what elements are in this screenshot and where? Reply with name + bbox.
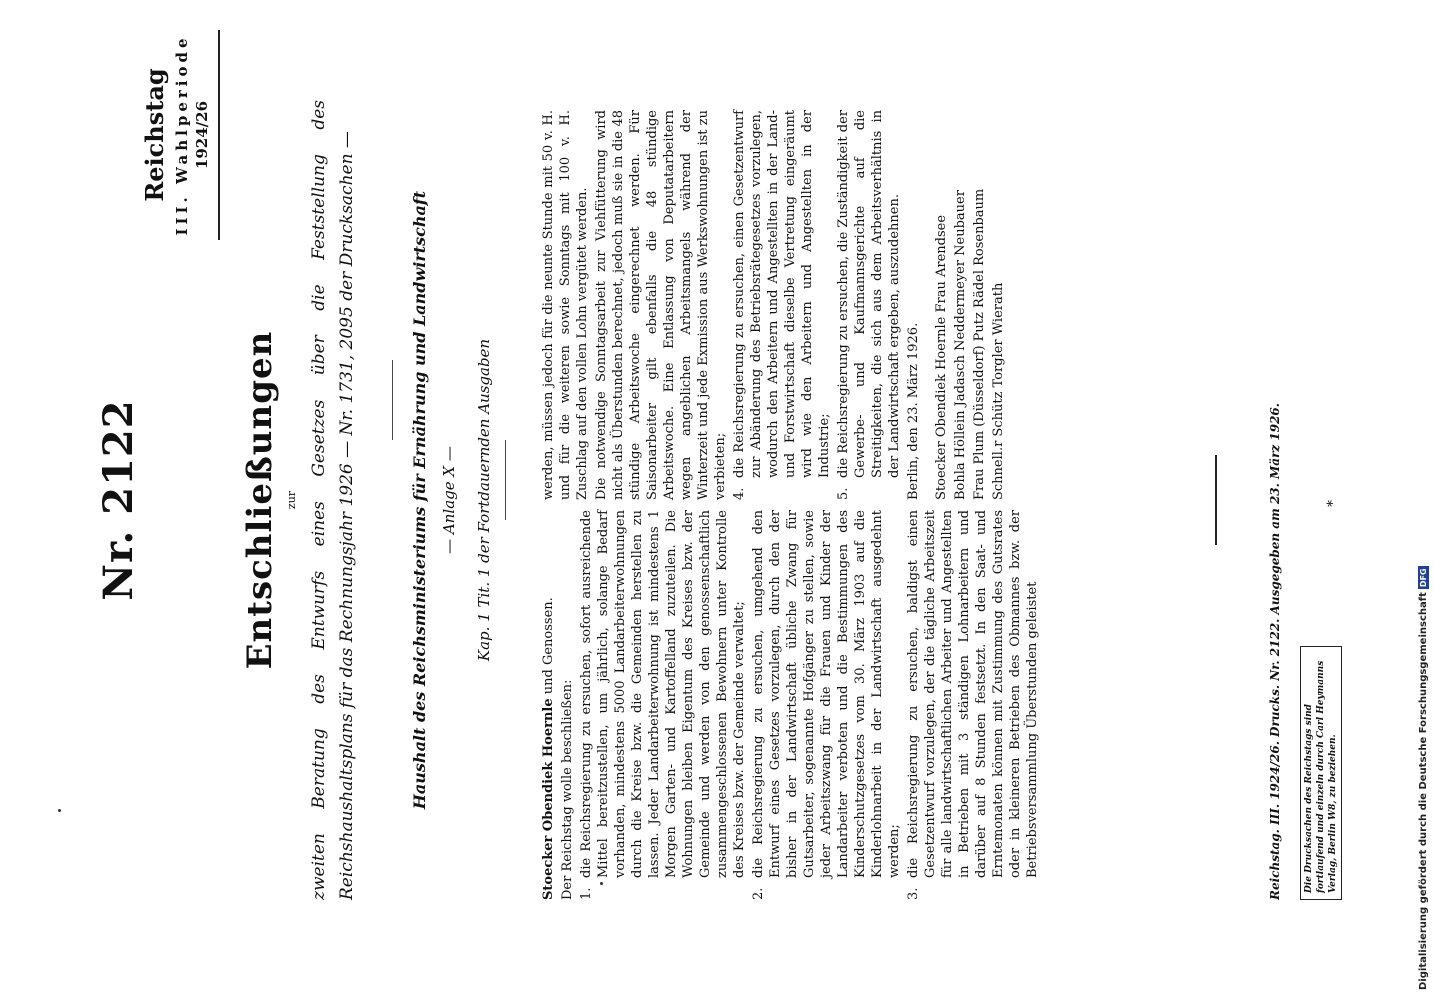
divider	[505, 440, 506, 520]
list-item	[750, 510, 903, 900]
item-text: die Reichsregierung zu ersuchen, die Zuständigkeit der Gewerbe- und Kaufmannsgerichte auf die Streitigkeiten, die sich aus dem Arbeitsverhältnis in der Landwirtschaft ergeben, auszudehnen.	[836, 110, 902, 478]
item-text: die Reichsregierung zu ersuchen, umgehend den Entwurf eines Gesetzes vorzulegen, durch den der bisher in der Landwirtschaft übliche Zwang für Gutsarbeiter, sogenannte Hofgänger zu stellen, sowie jeder Arbeitszwang für die Frauen und Kinder der Landarbeiter verboten und die Bestimmungen des Kinderschutzgesetzes vom 30. März 1903 auf die Kinderlohnarbeit in der Landwirtschaft ausgedehnt werden;	[751, 510, 902, 878]
divider	[392, 360, 393, 440]
zur-label: zur	[285, 490, 298, 510]
page-title: Entschließungen	[240, 330, 280, 670]
intro-text: zweiten Beratung des Entwurfs eines Gesetzes über die Feststellung des Reichshaushaltsplans für das Rechnungsjahr 1926 — Nr. 1731, 2095 der Drucksachen —	[309, 100, 357, 900]
paragraph: Die notwendige Sonntagsarbeit zur Viehfütterung wird nicht als Überstunden berechnet, jedoch muß sie in die 48 stündige Arbeitswoche eingerechnet werden. Für Saisonarbeiter gilt ebenfalls die 48 stündige Arbeitswoche. Eine Entlassung von Deputatarbeitern wegen angeblichen Arbeitsmangels während der Winterzeit und jede Exmission aus Werkswohnungen ist zu verbieten;	[594, 110, 728, 500]
continuation-text: werden, müssen jedoch für die neunte Stunde mit 50 v. H. und für die weiteren sowie Sonntags mit 100 v. H. Zuschlag auf den vollen Lohn vergütet werden.	[541, 110, 590, 500]
header-rule	[218, 30, 220, 240]
lead-text: Der Reichstag wolle beschließen:	[560, 679, 575, 900]
signer-line: Stoecker Obendiek Hoernle Frau Arendsee	[934, 214, 949, 500]
section-anlage: — Anlage X —	[440, 446, 458, 554]
list-item	[905, 510, 1041, 900]
left-column	[540, 510, 1043, 900]
item-number: 2.	[751, 887, 766, 900]
side-credit	[1411, 390, 1434, 990]
signer-line: Frau Plum (Düsseldorf) Putz Rädel Rosenbaum	[972, 188, 987, 500]
document-number: Nr. 2122	[95, 399, 142, 601]
signer-line: Schnell.r Schütz Torgler Wierath	[991, 282, 1006, 500]
mover-names: Stoecker Obendiek Hoernle	[541, 698, 556, 900]
signers	[932, 110, 1008, 500]
date-line: Berlin, den 23. März 1926.	[906, 322, 921, 500]
item-number: 1.	[579, 887, 594, 900]
item-number: 4.	[732, 487, 747, 500]
footer-line: Reichstag. III. 1924/26. Drucks. Nr. 2122. Ausgegeben am 23. März 1926.	[1268, 403, 1282, 900]
speck-dot	[58, 809, 61, 812]
item-text: die Reichsregierung zu ersuchen, einen Gesetzentwurf zur Abänderung des Betriebsrätegesetzes vorzulegen, wodurch den Arbeitern und Angestellten in der Land- und Forstwirtschaft dieselbe Vertretung eingeräumt wird wie den Arbeitern und Angestellten in der Industrie;	[732, 110, 832, 478]
mover-line	[540, 510, 557, 900]
section-title: Haushalt des Reichsministeriums für Ernährung und Landwirtschaft	[410, 190, 429, 810]
reichstag-header	[140, 15, 211, 255]
item-text: die Reichsregierung zu ersuchen, sofort ausreichende Mittel bereitzustellen, um jährlich, solange Bedarf vorhanden, mindestens 5000 Landarbeiterwohnungen durch die Kreise bzw. die Gemeinden herstellen zu lassen. Jeder Landarbeiterwohnung ist mindestens 1 Morgen Garten- und Kartoffelland zuzuteilen. Die Wohnungen bleiben Eigentum des Kreises bzw. der Gemeinde und werden von den genossenschaftlich zusammengeschlossenen Bewohnern unter Kontrolle des Kreises bzw. der Gemeinde verwaltet;	[579, 510, 747, 878]
right-column	[540, 110, 1008, 500]
star-mark: *	[1325, 500, 1341, 507]
item-number: 5.	[836, 487, 851, 500]
reichstag-title: Reichstag	[140, 68, 169, 202]
list-item	[578, 510, 748, 900]
section-kap: Kap. 1 Tit. 1 der Fortdauernden Ausgaben	[475, 338, 493, 662]
list-item	[835, 110, 903, 500]
mover-suffix: und Genossen.	[541, 597, 556, 695]
item-text: die Reichsregierung zu ersuchen, baldigst einen Gesetzentwurf vorzulegen, der die tägliche Arbeitszeit für alle landwirtschaftlichen Arbeiter und Angestellten in Betrieben mit 3 ständigen Lohnarbeitern und darüber auf 8 Stunden festsetzt. In den Saat- und Erntemonaten können mit Zustimmung des Gutsrates oder in kleineren Betrieben des Obmannes bzw. der Betriebsversammlung Überstunden geleistet	[906, 510, 1040, 878]
footer-rule	[1215, 455, 1217, 545]
signer-line: Bohla Höllein Jadasch Neddermeyer Neubauer	[953, 190, 968, 500]
dfg-logo: DFG	[1418, 568, 1428, 588]
speck-dot	[600, 882, 603, 885]
list-item	[731, 110, 833, 500]
footer-box: Die Drucksachen des Reichstags sind fortlaufend und einzeln durch Carl Heymanns Verlag, Berlin W8, zu beziehen.	[1300, 646, 1342, 900]
side-credit-text	[1411, 390, 1434, 990]
period-years: 1924/26	[193, 100, 211, 170]
wahlperiode: III. Wahlperiode	[173, 34, 191, 236]
item-number: 3.	[906, 887, 921, 900]
credit-text: Digitalisierung gefördert durch die Deutsche Forschungsgemeinschaft	[1417, 592, 1429, 990]
